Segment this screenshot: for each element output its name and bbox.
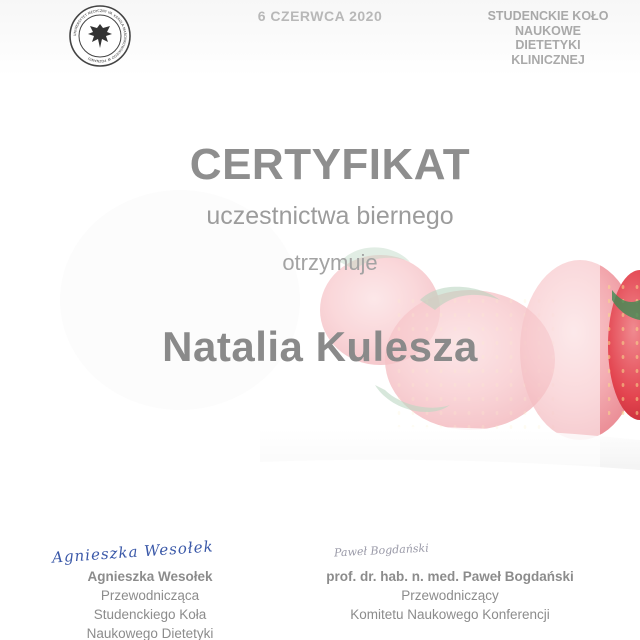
seal-text: UNIWERSYTET MEDYCZNY IM. KAROLA MARCINKOWSKIEGO W POZNANIU [72,8,128,64]
organizer-line: DIETETYKI [515,38,581,52]
left-signer-role: Studenckiego Koła [93,607,207,622]
organizer-line: NAUKOWE [515,23,581,38]
left-signer-role: Przewodnicząca [100,588,200,603]
recipient-name: Natalia Kulesza [162,323,478,370]
right-signer-role: Przewodniczący [401,588,499,603]
right-signer-role: Komitetu Naukowego Konferencji [350,607,550,622]
left-signer-name: Agnieszka Wesołek [87,569,213,584]
right-signer-name: prof. dr. hab. n. med. Paweł Bogdański [326,569,574,584]
certificate-title: CERTYFIKAT [189,140,471,189]
event-date: 6 CZERWCA 2020 [257,8,383,24]
right-handwritten-signature: Paweł Bogdański [333,541,429,560]
seal-icon [68,4,132,68]
receives-label: otrzymuje [282,250,378,275]
certificate-subtitle: uczestnictwa biernego [206,202,454,230]
organizer-line: STUDENCKIE KOŁO [487,9,609,23]
right-signer-block [300,567,600,624]
organizer-name [478,9,618,67]
left-signer-role: Naukowego Dietetyki [86,626,214,640]
left-signer-block [60,567,240,640]
left-handwritten-signature: Agnieszka Wesołek [51,537,215,567]
organizer-line: KLINICZNEJ [511,52,585,67]
